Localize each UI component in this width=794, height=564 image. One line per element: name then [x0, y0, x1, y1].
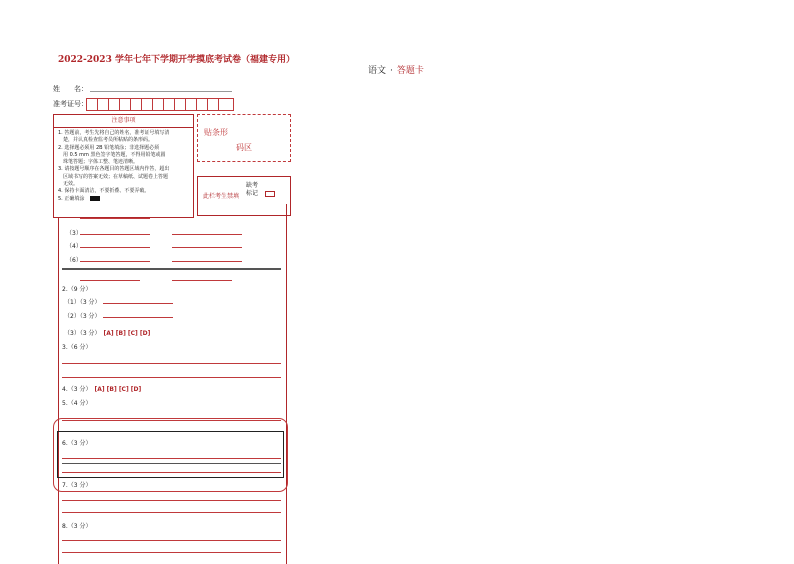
answer-line[interactable]: [62, 363, 281, 364]
barcode-label-2: 码区: [236, 143, 252, 152]
answer-line[interactable]: [80, 247, 150, 248]
notice-line: 3. 请按题号顺序在各题目的答题区域内作答，超出: [58, 166, 170, 173]
absent-mark-line1: 缺考: [246, 182, 259, 189]
answer-line[interactable]: [80, 280, 140, 281]
id-label: 准考证号：: [53, 100, 88, 108]
q5-label: 5.（4 分）: [62, 400, 92, 407]
answer-line[interactable]: [62, 500, 281, 501]
notice-line: 区域书写的答案无效；在草稿纸、试题卷上答题: [58, 173, 169, 180]
absent-checkbox[interactable]: [265, 191, 275, 197]
notice-line: 2. 选择题必须用 2B 铅笔填涂；非选择题必须: [58, 144, 160, 151]
q1-3-label: （3）: [66, 230, 82, 237]
answer-line[interactable]: [80, 218, 150, 219]
answer-line[interactable]: [172, 261, 242, 262]
answer-line[interactable]: [62, 512, 281, 513]
answer-line[interactable]: [62, 458, 281, 459]
q3-label: 3.（6 分）: [62, 344, 92, 351]
notice-line: 4. 保持卡面清洁，不要折叠、不要弄破。: [58, 188, 150, 195]
notice-line: 珠笔答题；字体工整、笔迹清晰。: [58, 159, 139, 166]
subject-dot: ·: [390, 66, 393, 76]
filled-sample-mark: [90, 196, 100, 201]
name-label: 姓 名：: [53, 85, 88, 93]
answer-line[interactable]: [62, 377, 281, 378]
answer-line[interactable]: [172, 234, 242, 235]
answer-line[interactable]: [172, 280, 232, 281]
absent-mark-line2: 标记: [246, 190, 259, 197]
notice-heading: 注意事项: [54, 115, 193, 128]
answer-line[interactable]: [103, 303, 173, 304]
section-divider: [62, 268, 281, 270]
q4-text: 4.（3 分）: [62, 386, 92, 393]
q8-label: 8.（3 分）: [62, 523, 92, 530]
q2-1-label: （1）（3 分）: [64, 299, 101, 306]
q7-label: 7.（3 分）: [62, 482, 92, 489]
q4-options[interactable]: [A] [B] [C] [D]: [94, 386, 142, 393]
q4-label: [62, 384, 141, 393]
q2-3-label: [64, 328, 150, 337]
notice-line-text: 5. 正确填涂: [58, 195, 85, 202]
answer-line[interactable]: [62, 472, 281, 473]
answer-card-label: 答题卡: [396, 66, 424, 76]
barcode-area: [197, 114, 291, 162]
id-number-boxes[interactable]: [86, 98, 234, 111]
exam-title: 2022-2023 学年七年下学期开学摸底考试卷（福建专用）: [58, 55, 295, 65]
notice-body: [54, 128, 193, 205]
answer-line[interactable]: [103, 317, 173, 318]
q1-6-label: （6）: [66, 257, 82, 264]
absent-instruction: 此栏考生禁填: [203, 193, 240, 200]
answer-line[interactable]: [172, 247, 242, 248]
answer-line[interactable]: [80, 261, 150, 262]
answer-line[interactable]: [62, 463, 281, 464]
q1-4-label: （4）: [66, 243, 82, 250]
q2-3-text: （3）（3 分）: [64, 330, 101, 337]
notice-box: [53, 114, 194, 218]
notice-line: 用 0.5 mm 黑色签字笔答题，不得用铅笔或圆: [58, 151, 166, 158]
q6-label: 6.（3 分）: [62, 440, 92, 447]
name-field[interactable]: [90, 91, 232, 92]
notice-line: [58, 196, 189, 203]
notice-line: 无效。: [58, 181, 79, 188]
q2-2-label: （2）（3 分）: [64, 313, 101, 320]
notice-line: 楚，并认真检查监考员所粘贴的条形码。: [58, 137, 154, 144]
q2-label: 2.（9 分）: [62, 286, 92, 293]
absent-mark-label: [246, 182, 258, 198]
q2-3-options[interactable]: [A] [B] [C] [D]: [103, 330, 151, 337]
answer-line[interactable]: [80, 234, 150, 235]
subject-heading: [368, 63, 424, 76]
answer-line[interactable]: [62, 552, 281, 553]
answer-line[interactable]: [62, 540, 281, 541]
subject-name: 语文: [368, 66, 387, 76]
notice-line: 1. 答题前，考生先将自己的姓名，准考证号填写清: [58, 130, 170, 136]
barcode-label-1: 贴条形: [204, 128, 228, 137]
